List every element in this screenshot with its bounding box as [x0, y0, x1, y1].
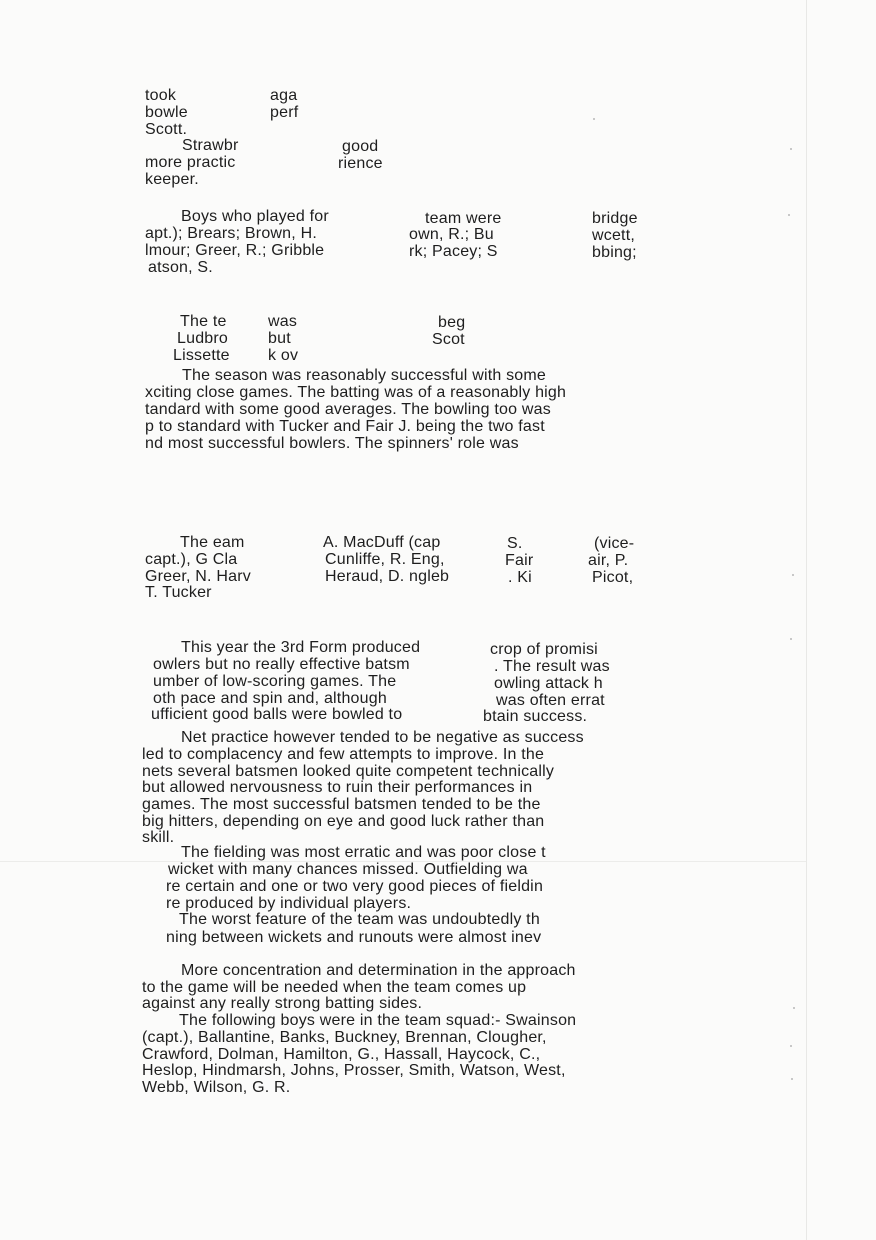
text-fragment: This year the 3rd Form produced [181, 639, 421, 656]
text-fragment: bbing; [592, 244, 637, 261]
text-fragment: but [268, 330, 291, 347]
scan-speck [790, 148, 792, 150]
text-fragment: crop of promisi [490, 641, 598, 658]
text-fragment: Greer, N. Harv [145, 568, 251, 585]
text-fragment: umber of low-scoring games. The [153, 673, 397, 690]
paragraph-line: The season was reasonably successful with some [182, 367, 547, 384]
text-fragment: Picot, [592, 569, 634, 586]
paragraph-line: led to complacency and few attempts to improve. In the [142, 746, 545, 763]
text-fragment: The te [180, 313, 227, 330]
paragraph-line: tandard with some good averages. The bowling too was [145, 401, 551, 418]
text-fragment: beg [438, 314, 466, 331]
text-fragment: more practic [145, 154, 236, 171]
text-fragment: lmour; Greer, R.; Gribble [145, 242, 325, 259]
paragraph-line: re produced by individual players. [166, 895, 412, 912]
text-fragment: owling attack h [494, 675, 603, 692]
paragraph-line: Heslop, Hindmarsh, Johns, Prosser, Smith, Watson, West, [142, 1062, 566, 1079]
text-fragment: k ov [268, 347, 299, 364]
paragraph-line: More concentration and determination in the approach [181, 962, 576, 979]
paragraph-line: Crawford, Dolman, Hamilton, G., Hassall, Haycock, C., [142, 1046, 541, 1063]
paragraph-line: nets several batsmen looked quite competent technically [142, 763, 555, 780]
text-fragment: capt.), G Cla [145, 551, 238, 568]
paragraph-line: xciting close games. The batting was of a reasonably high [145, 384, 567, 401]
scan-speck [793, 1007, 795, 1009]
scan-speck [790, 638, 792, 640]
scan-speck [790, 1045, 792, 1047]
paragraph-line: (capt.), Ballantine, Banks, Buckney, Brennan, Clougher, [142, 1029, 547, 1046]
paragraph-line: The following boys were in the team squad:- Swainson [179, 1012, 577, 1029]
text-fragment: rience [338, 155, 383, 172]
text-fragment: ufficient good balls were bowled to [151, 706, 403, 723]
text-fragment: The eam [180, 534, 245, 551]
text-fragment: . The result was [494, 658, 610, 675]
paragraph-line: wicket with many chances missed. Outfielding wa [168, 861, 528, 878]
text-fragment: Lissette [173, 347, 230, 364]
text-fragment: A. MacDuff (cap [323, 534, 441, 551]
text-fragment: good [342, 138, 379, 155]
text-fragment: oth pace and spin and, although [153, 690, 387, 707]
paragraph-line: The worst feature of the team was undoubtedly th [179, 911, 540, 928]
scan-speck [593, 118, 595, 120]
text-fragment: atson, S. [148, 259, 213, 276]
text-fragment: apt.); Brears; Brown, H. [145, 225, 317, 242]
text-fragment: team were [425, 210, 502, 227]
text-fragment: Boys who played for [181, 208, 329, 225]
paragraph-line: Webb, Wilson, G. R. [142, 1079, 291, 1096]
scan-speck [788, 214, 790, 216]
text-fragment: bowle [145, 104, 188, 121]
paragraph-line: skill. [142, 829, 175, 846]
text-fragment: Strawbr [182, 137, 239, 154]
paragraph-line: ning between wickets and runouts were almost inev [166, 929, 542, 946]
paragraph-line: to the game will be needed when the team comes up [142, 979, 527, 996]
text-fragment: (vice- [594, 535, 635, 552]
text-fragment: was often errat [496, 692, 605, 709]
text-fragment: aga [270, 87, 298, 104]
scan-speck [791, 1078, 793, 1080]
text-fragment: Ludbro [177, 330, 229, 347]
paragraph-line: re certain and one or two very good pieces of fieldin [166, 878, 544, 895]
text-fragment: Scot [432, 331, 465, 348]
text-fragment: btain success. [483, 708, 588, 725]
text-fragment: S. [507, 535, 523, 552]
text-fragment: own, R.; Bu [409, 226, 494, 243]
text-fragment: bridge [592, 210, 638, 227]
paragraph-line: against any really strong batting sides. [142, 995, 423, 1012]
text-fragment: air, P. [588, 552, 629, 569]
text-fragment: Cunliffe, R. Eng, [325, 551, 445, 568]
paragraph-line: nd most successful bowlers. The spinners' role was [145, 435, 519, 452]
page-fold-vertical [806, 0, 807, 1240]
text-fragment: Heraud, D. ngleb [325, 568, 450, 585]
text-fragment: T. Tucker [145, 584, 212, 601]
text-fragment: was [268, 313, 298, 330]
paragraph-line: games. The most successful batsmen tended to be the [142, 796, 541, 813]
paragraph-line: but allowed nervousness to ruin their performances in [142, 779, 533, 796]
paragraph-line: Net practice however tended to be negative as success [181, 729, 584, 746]
scan-speck [792, 574, 794, 576]
text-fragment: keeper. [145, 171, 199, 188]
text-fragment: Fair [505, 552, 534, 569]
text-fragment: Scott. [145, 121, 188, 138]
paragraph-line: p to standard with Tucker and Fair J. being the two fast [145, 418, 545, 435]
text-fragment: rk; Pacey; S [409, 243, 498, 260]
text-fragment: perf [270, 104, 299, 121]
paragraph-line: The fielding was most erratic and was poor close t [181, 844, 546, 861]
text-fragment: . Ki [508, 569, 532, 586]
paragraph-line: big hitters, depending on eye and good luck rather than [142, 813, 545, 830]
text-fragment: owlers but no really effective batsm [153, 656, 410, 673]
text-fragment: wcett, [592, 227, 635, 244]
text-fragment: took [145, 87, 177, 104]
